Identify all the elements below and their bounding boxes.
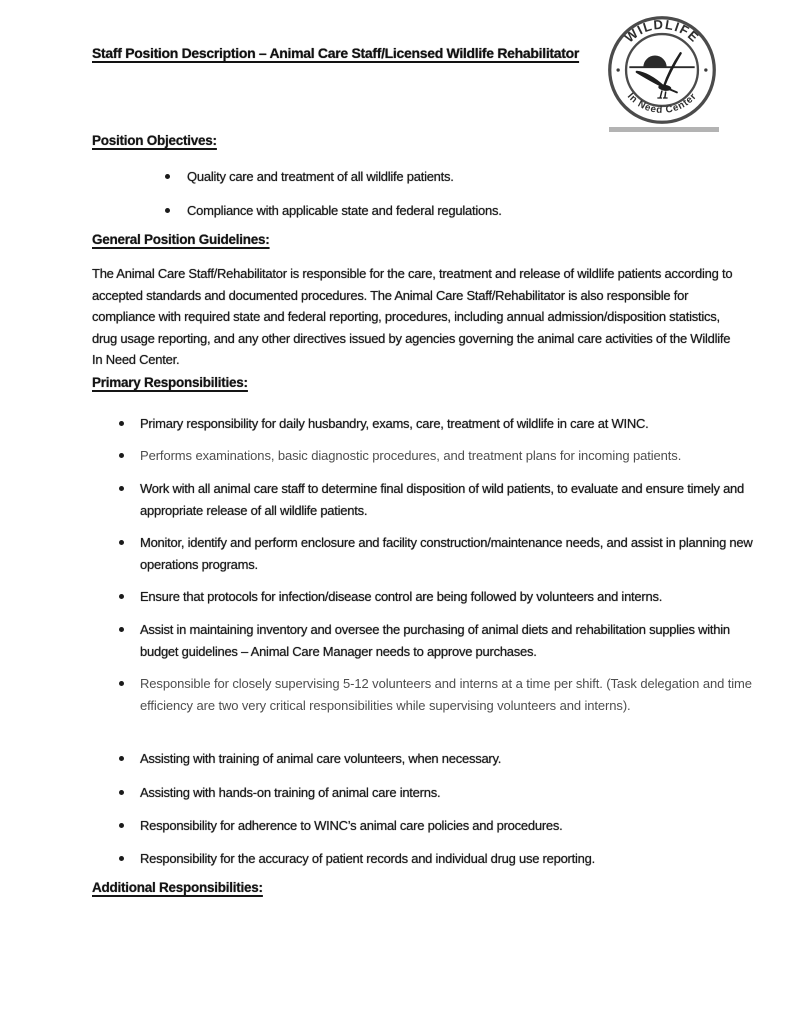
list-item — [119, 445, 762, 467]
logo-shadow-bar — [609, 127, 719, 132]
bullet-marker — [119, 627, 124, 632]
bullet-marker — [119, 453, 124, 458]
section-heading-text: General Position Guidelines: — [92, 232, 270, 247]
bullet-text: Assisting with training of animal care volunteers, when necessary. — [140, 751, 502, 766]
bullet-text: Quality care and treatment of all wildlife patients. — [187, 169, 454, 184]
bullet-text: Responsibility for the accuracy of patient records and individual drug use reporting. — [140, 851, 595, 866]
logo-arc-bottom-text: In Need Center — [624, 91, 700, 117]
section-heading-guidelines — [92, 232, 270, 247]
list-item — [165, 166, 677, 188]
section-heading-primary — [92, 375, 248, 390]
bullet-text: Compliance with applicable state and federal regulations. — [187, 203, 502, 218]
bullet-marker — [119, 823, 124, 828]
section-heading-text: Additional Responsibilities: — [92, 880, 263, 895]
seal-right-dot — [704, 68, 707, 71]
bullet-marker — [119, 790, 124, 795]
bullet-text: Assisting with hands-on training of animal care interns. — [140, 785, 441, 800]
section-heading-text: Position Objectives: — [92, 133, 217, 148]
page-title-text: Staff Position Description – Animal Care Staff/Licensed Wildlife Rehabilitator — [92, 45, 580, 61]
bullet-text: Responsible for closely supervising 5-12 volunteers and interns at a time per shift. (Task delegation and time efficiency are two very critical responsibilities while supervising volunteers and interns). — [140, 676, 752, 713]
bullet-text: Assist in maintaining inventory and oversee the purchasing of animal diets and rehabilitation supplies within budget guidelines – Animal Care Manager needs to approve purchases. — [140, 622, 730, 659]
list-item — [119, 748, 762, 770]
bullet-text: Ensure that protocols for infection/disease control are being followed by volunteers and interns. — [140, 589, 663, 604]
seal-left-dot — [616, 68, 619, 71]
section-heading-additional — [92, 880, 263, 895]
bullet-text: Primary responsibility for daily husbandry, exams, care, treatment of wildlife in care at WINC. — [140, 416, 649, 431]
bullet-marker — [119, 421, 124, 426]
section-heading-objectives — [92, 133, 217, 148]
bullet-marker — [119, 681, 124, 686]
bullet-text: Work with all animal care staff to determine final disposition of wild patients, to evaluate and ensure timely and appropriate release of all wildlife patients. — [140, 481, 745, 518]
logo-seal-icon — [606, 14, 718, 126]
wildlife-in-need-center-logo — [606, 14, 718, 126]
page-title — [92, 45, 652, 61]
bullet-marker — [165, 174, 170, 179]
bullet-marker — [165, 208, 170, 213]
bullet-text: Responsibility for adherence to WINC’s animal care policies and procedures. — [140, 818, 563, 833]
list-item — [119, 782, 762, 804]
guidelines-paragraph: The Animal Care Staff/Rehabilitator is responsible for the care, treatment and release of wildlife patients according to accepted standards and documented procedures. The Animal Care Staff/Rehabilitator is also responsible for compliance with required state and federal reporting, procedures, including annual admission/disposition statistics, drug usage reporting, and any other directives issued by agencies governing the animal care activities of the Wildlife In Need Center. — [92, 266, 733, 367]
bullet-text: Performs examinations, basic diagnostic procedures, and treatment plans for incoming patients. — [140, 448, 682, 463]
section-heading-text: Primary Responsibilities: — [92, 375, 248, 390]
list-item — [119, 478, 762, 521]
list-item — [119, 815, 762, 837]
list-item — [119, 532, 762, 575]
bullet-marker — [119, 594, 124, 599]
list-item — [119, 848, 762, 870]
bullet-text: Monitor, identify and perform enclosure and facility construction/maintenance needs, and assist in planning new operations programs. — [140, 535, 753, 572]
list-item — [119, 413, 762, 435]
bullet-marker — [119, 486, 124, 491]
bullet-marker — [119, 756, 124, 761]
bullet-marker — [119, 856, 124, 861]
logo-arc-top-text: WILDLIFE — [621, 16, 703, 46]
list-item — [119, 673, 762, 716]
list-item — [165, 200, 677, 222]
list-item — [119, 619, 762, 662]
list-item — [119, 586, 762, 608]
bullet-marker — [119, 540, 124, 545]
